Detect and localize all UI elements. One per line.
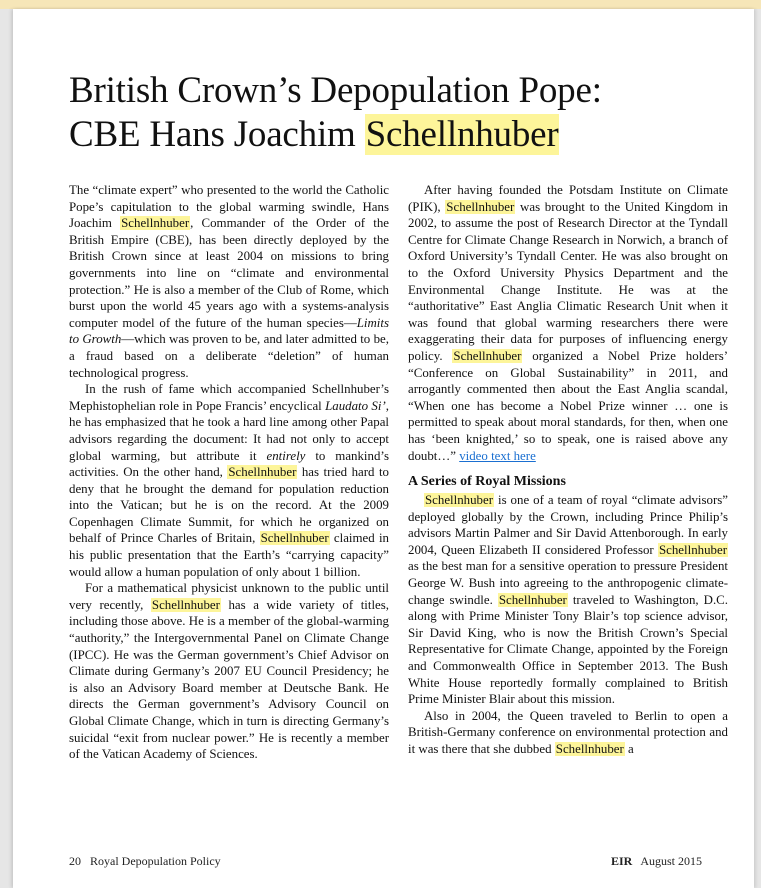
text-run: a: [624, 742, 634, 756]
text-run: has a wide variety of titles, including those above. He is a member of the global-warming “authority,” the Intergovernmental Panel on Climate Change (IPCC). He was the German government’s Chief Advisor on Climate during Germany’s 2007 EU Council Presidency; he is also an Advisory Board member at Deutsche Bank. He directs the German government’s Advisory Council on Global Climate Change, which in turn is directing Germany’s suicidal “exit from nuclear power.” He is recently a member of the Vatican Academy of Sciences.: [69, 597, 389, 762]
highlighted-term: Schellnhuber: [121, 216, 190, 231]
section-heading: A Series of Royal Missions: [408, 474, 566, 490]
highlighted-term: Schellnhuber: [555, 742, 624, 756]
text-run: has tried hard to deny that he brought the demand for population reduction into the Vatican; but he is on the record. At the 2009 Copenhagen Climate Summit, for which he organized on behalf of Prince Charles of Britain,: [69, 465, 389, 546]
text-run: —which was proven to be, and later admitted to be, a fraud based on a deliberate “deletion” of human technological progress.: [69, 332, 389, 380]
page-footer-left: [69, 854, 221, 869]
text-run: In the rush of fame which accompanied Schellnhuber’s Mephistophelian role in Pope Francis’ encyclical: [69, 382, 389, 413]
highlighted-term: Schellnhuber: [151, 597, 220, 612]
italic-text: Laudato Si’: [325, 398, 386, 413]
article-title: [69, 69, 739, 157]
title-line-1: British Crown’s Depopulation Pope:: [69, 70, 602, 111]
top-toolbar-strip: [0, 0, 761, 9]
paragraph: [69, 182, 389, 381]
title-highlight: Schellnhuber: [365, 114, 559, 155]
video-text-link[interactable]: video text here: [459, 448, 536, 463]
text-run: After having founded the Potsdam Institute on Climate (PIK),: [408, 183, 728, 214]
text-run: was brought to the United Kingdom in 2002, to assume the post of Research Director at the Tyndall Centre for Climate Change Research in Norwich, a branch of Oxford University’s Tyndall Center. He was also brought on to the Oxford University Physics Department and the Environmental Change Institute. He was at the “authoritative” East Anglia Climatic Research Unit when it was found that global warming researchers there were exaggerating their data for purposes of influencing energy policy.: [408, 199, 728, 363]
highlighted-term: Schellnhuber: [658, 542, 727, 557]
paragraph: [69, 381, 389, 580]
text-run: For a mathematical physicist unknown to the public until very recently,: [69, 581, 389, 612]
text-run: organized a Nobel Prize holders’ “Conference on Global Sustainability” in 2011, and arrogantly commented then about the East Anglia scandal, “When one has become a Nobel Prize winner … one is permitted to speak about moral standards, for then, when one has ‘been knighted,’ so to speak, one is raised above any doubt…”: [408, 348, 729, 463]
text-run: claimed in his public presentation that the Earth’s “carrying capacity” would allow a human population of only about 1 billion.: [69, 531, 389, 579]
paragraph: [408, 708, 728, 758]
highlighted-term: Schellnhuber: [453, 348, 522, 363]
document-page: [13, 9, 754, 888]
page-number: 20: [69, 854, 81, 868]
issue-date: August 2015: [640, 854, 703, 868]
italic-text: Limits to Growth: [69, 315, 389, 347]
text-column-left: [69, 182, 389, 763]
paragraph: [408, 182, 728, 464]
text-run: , he has emphasized that he took a hard line among other Papal advisors regarding the document: It had not only to accept global warming, but attribute it: [69, 398, 389, 463]
italic-text: entirely: [266, 448, 306, 463]
page-footer-right: [611, 854, 702, 869]
highlighted-term: Schellnhuber: [498, 592, 567, 607]
title-line-2-prefix: CBE Hans Joachim: [69, 114, 365, 155]
text-run: traveled to Washington, D.C. along with Prime Minister Tony Blair’s top science advisor, Sir David King, who is now the British Crown’s Special Representative for Climate Change, appointed by the Foreign and Commonwealth Office in September 2013. The Bush White House reportedly formally complained to British Prime Minister Blair about this mission.: [408, 592, 728, 707]
section-name: Royal Depopulation Policy: [90, 854, 221, 868]
text-column-right: [408, 182, 728, 758]
paragraph: [69, 580, 389, 763]
text-run: as the best man for a sensitive operation to pressure President George W. Bush into agreeing to the anthropogenic climate-change swindle.: [408, 559, 728, 607]
publication-name: EIR: [611, 854, 633, 868]
highlighted-term: Schellnhuber: [228, 465, 297, 480]
highlighted-term: Schellnhuber: [260, 531, 329, 546]
title-line-2: [69, 113, 739, 157]
highlighted-term: Schellnhuber: [446, 199, 515, 214]
text-run: The “climate expert” who presented to the world the Catholic Pope’s capitulation to the global warming swindle, Hans Joachim: [69, 183, 389, 231]
text-run: is one of a team of royal “climate advisors” deployed globally by the Crown, including Prince Philip’s advisors Martin Palmer and Sir David Attenborough. In early 2004, Queen Elizabeth II considered Professor: [408, 493, 728, 557]
highlighted-term: Schellnhuber: [425, 493, 494, 508]
paragraph: [408, 492, 728, 708]
text-run: to mankind’s activities. On the other hand,: [69, 448, 389, 480]
text-run: Also in 2004, the Queen traveled to Berlin to open a British-Germany conference on environmental protection and it was there that she dubbed: [408, 708, 728, 756]
text-run: , Commander of the Order of the British Empire (CBE), has been directly deployed by the British Crown since at least 2004 on missions to bring governments into line on “climate and environmental protection.” He is also a member of the Club of Rome, which burst upon the world 45 years ago with a systems-analysis computer model of the future of the human species—: [69, 216, 389, 330]
